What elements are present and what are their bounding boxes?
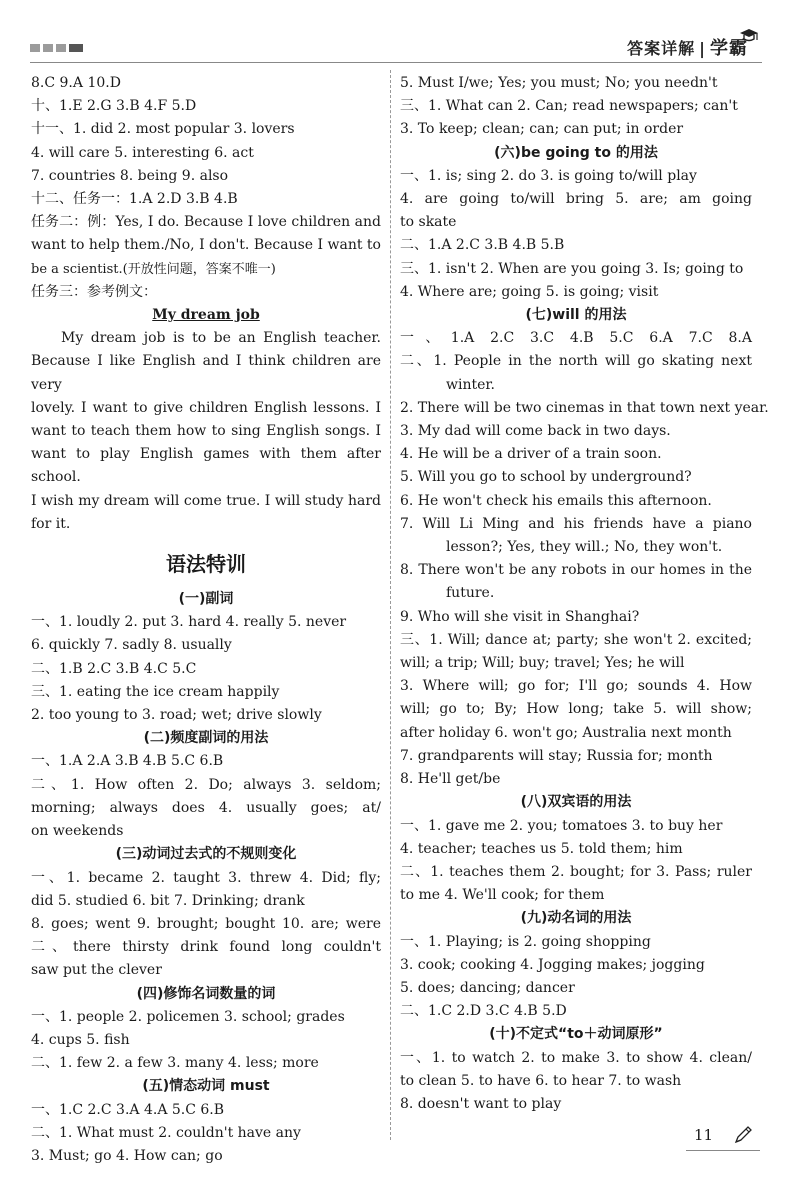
section-heading: (一)副词 xyxy=(178,591,234,608)
section-heading: (五)情态动词 must xyxy=(142,1078,270,1095)
answer-line: to me 4. We'll cook; for them xyxy=(400,887,605,904)
answer-line: after holiday 6. won't go; Australia next month xyxy=(400,724,732,741)
brand-logo: 学霸 xyxy=(710,38,748,59)
answer-line: want to help them./No, I don't. Because I want to xyxy=(31,237,381,254)
answer-line: 十二、任务一：1.A 2.D 3.B 4.B xyxy=(31,191,238,208)
answer-line: 7. Will Li Ming and his friends have a piano xyxy=(400,515,752,532)
answer-line: future. xyxy=(446,585,495,602)
chapter-title: 语法特训 xyxy=(166,552,246,577)
section-heading: (二)频度副词的用法 xyxy=(143,730,269,747)
section-heading: (十)不定式“to＋动词原形” xyxy=(489,1026,663,1043)
answer-line: 2. There will be two cinemas in that town next year. xyxy=(400,399,769,416)
answer-line: 二、there thirsty drink found long couldn't xyxy=(31,939,381,956)
answer-line: 二、1.B 2.C 3.B 4.C 5.C xyxy=(31,660,197,677)
answer-line: want to teach them how to sing English songs. I xyxy=(31,423,381,440)
answer-line: 一、1. is; sing 2. do 3. is going to/will play xyxy=(400,167,697,184)
answer-line: saw put the clever xyxy=(31,962,162,979)
answer-line: morning; always does 4. usually goes; at/ xyxy=(31,799,381,816)
header-title: 答案详解 xyxy=(627,39,696,58)
section-heading: (九)动名词的用法 xyxy=(520,910,632,927)
answer-line: 9. Who will she visit in Shanghai? xyxy=(400,608,640,625)
answer-line: 4. He will be a driver of a train soon. xyxy=(400,446,662,463)
answer-line: 7. grandparents will stay; Russia for; month xyxy=(400,747,713,764)
answer-line: on weekends xyxy=(31,823,124,840)
answer-line: 8.C 9.A 10.D xyxy=(31,75,121,91)
answer-line: 3. Where will; go for; I'll go; sounds 4. How xyxy=(400,678,752,695)
answer-line: 5. does; dancing; dancer xyxy=(400,979,575,996)
right-column xyxy=(400,72,769,1116)
answer-line: 一、1. to watch 2. to make 3. to show 4. clean/ xyxy=(400,1049,752,1066)
header-separator: | xyxy=(699,39,706,58)
header-rule xyxy=(30,62,762,63)
answer-line: 8. He'll get/be xyxy=(400,771,501,788)
answer-line: 3. cook; cooking 4. Jogging makes; jogging xyxy=(400,956,705,973)
footer-rule xyxy=(686,1150,760,1151)
header-title-block xyxy=(627,34,748,60)
answer-line: for it. xyxy=(31,515,71,532)
answer-line: 一、1. became 2. taught 3. threw 4. Did; fly; xyxy=(31,869,381,886)
answer-line: 6. quickly 7. sadly 8. usually xyxy=(31,637,232,654)
answer-line: want to play English games with them after school. xyxy=(31,446,381,486)
page-footer xyxy=(686,1126,760,1152)
answer-line: be a scientist.(开放性问题，答案不唯一) xyxy=(31,261,276,277)
answer-line: 4. Where are; going 5. is going; visit xyxy=(400,283,659,300)
answer-line: I wish my dream will come true. I will study hard xyxy=(31,492,381,509)
answer-line: 2. too young to 3. road; wet; drive slowly xyxy=(31,707,322,724)
answer-line: 4. teacher; teaches us 5. told them; him xyxy=(400,840,683,857)
answer-line: 一、1. people 2. policemen 3. school; grades xyxy=(31,1008,345,1025)
answer-line: 3. Must; go 4. How can; go xyxy=(31,1147,223,1164)
column-divider xyxy=(390,70,391,1140)
answer-line: 三、1. What can 2. Can; read newspapers; can't xyxy=(400,98,738,115)
answer-line: to clean 5. to have 6. to hear 7. to wash xyxy=(400,1072,682,1089)
answer-line: My dream job is to be an English teacher. xyxy=(61,330,381,347)
section-heading: (六)be going to 的用法 xyxy=(494,144,658,161)
answer-line: Because I like English and I think children are very xyxy=(31,353,381,393)
page-header xyxy=(0,0,800,64)
answer-line: 8. There won't be any robots in our homes in the xyxy=(400,562,752,579)
answer-line: 5. Will you go to school by underground? xyxy=(400,469,692,486)
section-heading: (八)双宾语的用法 xyxy=(520,794,632,811)
answer-line: 三、1. Will; dance at; party; she won't 2. excited; xyxy=(400,631,752,648)
answer-line: 4. are going to/will bring 5. are; am going xyxy=(400,191,752,208)
answer-line: 二、1.C 2.D 3.C 4.B 5.D xyxy=(400,1003,567,1020)
page-number: 11 xyxy=(694,1126,714,1144)
answer-line: lesson?; Yes, they will.; No, they won't. xyxy=(446,539,723,556)
essay-title: My dream job xyxy=(152,307,260,324)
answer-line: 二、1. What must 2. couldn't have any xyxy=(31,1124,301,1141)
answer-line: 一、1.A 2.C 3.C 4.B 5.C 6.A 7.C 8.A xyxy=(400,330,752,347)
answer-line: 一、1. Playing; is 2. going shopping xyxy=(400,933,651,950)
answer-line: to skate xyxy=(400,214,457,231)
answer-line: 三、1. isn't 2. When are you going 3. Is; going to xyxy=(400,260,744,277)
answer-line: 二、1. few 2. a few 3. many 4. less; more xyxy=(31,1055,319,1072)
answer-line: 一、1. loudly 2. put 3. hard 4. really 5. never xyxy=(31,614,347,631)
answer-line: 5. Must I/we; Yes; you must; No; you needn't xyxy=(400,75,718,91)
answer-line: will; go to; By; How long; take 5. will show; xyxy=(400,701,752,718)
pencil-icon xyxy=(732,1124,754,1146)
answer-line: 6. He won't check his emails this afternoon. xyxy=(400,492,712,509)
left-column xyxy=(31,72,381,1168)
header-decoration xyxy=(30,44,83,52)
answer-line: 二、1.A 2.C 3.B 4.B 5.B xyxy=(400,237,565,254)
section-heading: (三)动词过去式的不规则变化 xyxy=(115,846,297,863)
answer-line: 7. countries 8. being 9. also xyxy=(31,167,229,184)
answer-line: 任务三：参考例文： xyxy=(31,283,157,300)
answer-line: 8. goes; went 9. brought; bought 10. are; were xyxy=(31,915,381,932)
section-heading: (七)will 的用法 xyxy=(525,307,627,324)
answer-line: 一、1.C 2.C 3.A 4.A 5.C 6.B xyxy=(31,1101,225,1118)
answer-line: 二、1. People in the north will go skating next xyxy=(400,353,752,370)
answer-line: 8. doesn't want to play xyxy=(400,1095,562,1112)
answer-line: 三、1. eating the ice cream happily xyxy=(31,683,280,700)
answer-line: 任务二：例：Yes, I do. Because I love children and xyxy=(31,214,381,231)
answer-line: 二、1. How often 2. Do; always 3. seldom; xyxy=(31,776,381,793)
answer-line: 一、1.A 2.A 3.B 4.B 5.C 6.B xyxy=(31,753,224,770)
answer-line: will; a trip; Will; buy; travel; Yes; he will xyxy=(400,655,685,672)
answer-line: 3. To keep; clean; can; can put; in order xyxy=(400,121,684,138)
answer-line: 4. cups 5. fish xyxy=(31,1031,130,1048)
answer-line: 十、1.E 2.G 3.B 4.F 5.D xyxy=(31,98,197,115)
answer-line: did 5. studied 6. bit 7. Drinking; drank xyxy=(31,892,305,909)
answer-line: 4. will care 5. interesting 6. act xyxy=(31,144,254,161)
answer-line: 十一、1. did 2. most popular 3. lovers xyxy=(31,121,295,138)
answer-line: 3. My dad will come back in two days. xyxy=(400,423,671,440)
answer-line: 一、1. gave me 2. you; tomatoes 3. to buy her xyxy=(400,817,723,834)
answer-line: lovely. I want to give children English lessons. I xyxy=(31,399,381,416)
section-heading: (四)修饰名词数量的词 xyxy=(136,985,276,1002)
graduation-cap-icon xyxy=(738,26,760,44)
answer-line: winter. xyxy=(446,376,495,393)
answer-line: 二、1. teaches them 2. bought; for 3. Pass; ruler xyxy=(400,863,752,880)
